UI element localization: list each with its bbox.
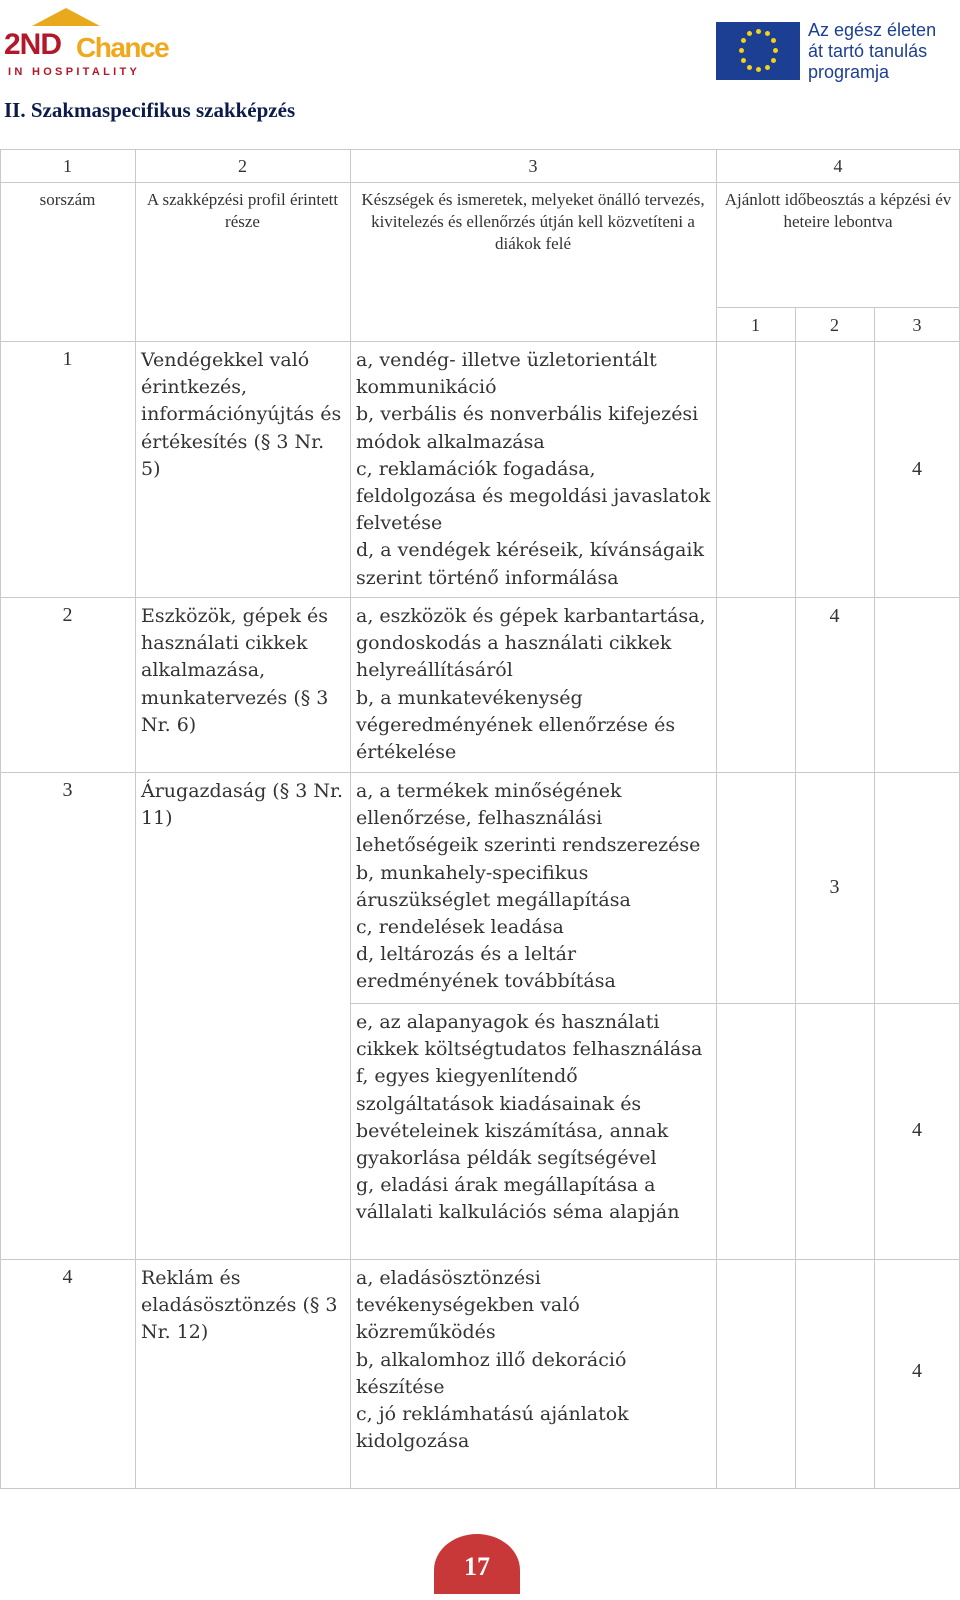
section-title: II. Szakmaspecifikus szakképzés — [4, 98, 296, 122]
row-number: 2 — [62, 604, 73, 626]
eu-text-line: át tartó tanulás — [808, 41, 928, 61]
week-subcol: 2 — [830, 315, 839, 335]
col-number: 2 — [238, 156, 247, 176]
row-skills — [356, 1009, 712, 1227]
skill-item: d, leltározás és a leltár eredményének továbbítása — [356, 943, 616, 993]
row-part: Vendégekkel való érintkezés, információnyújtás és értékesítés (§ 3 Nr. 5) — [141, 349, 342, 480]
skill-item: c, jó reklámhatású ajánlatok kidolgozása — [356, 1403, 629, 1453]
eu-program-text — [808, 20, 958, 83]
skill-item: c, rendelések leadása — [356, 916, 564, 939]
week-subcol: 1 — [751, 315, 760, 335]
skill-item: d, a vendégek kéréseik, kívánságaik szerint történő informálása — [356, 539, 704, 589]
row-skills — [356, 347, 712, 592]
row-skills — [356, 778, 712, 996]
col-number: 1 — [63, 156, 72, 176]
skill-item: g, eladási árak megállapítása a vállalati kalkulációs séma alapján — [356, 1174, 680, 1224]
skill-item: b, a munkatevékenység végeredményének ellenőrzése és értékelése — [356, 686, 676, 764]
week-value: 4 — [912, 1360, 922, 1382]
header-profile-part: A szakképzési profil érintett része — [146, 190, 339, 231]
header-skills: Készségek és ismeretek, melyeket önálló tervezés, kivitelezés és ellenőrzés útján kell közvetíteni a diákok felé — [361, 190, 705, 253]
row-skills — [356, 603, 712, 766]
skill-item: a, eladásösztönzési tevékenységekben való közreműködés — [356, 1267, 580, 1344]
eu-text-line: programja — [808, 62, 890, 82]
week-value: 4 — [829, 605, 840, 627]
skill-item: b, verbális és nonverbális kifejezési módok alkalmazása — [356, 403, 699, 453]
page-number: 17 — [434, 1534, 520, 1594]
row-part: Eszközök, gépek és használati cikkek alkalmazása, munkatervezés (§ 3 Nr. 6) — [141, 605, 329, 736]
row-number: 1 — [62, 348, 73, 370]
row-skills — [356, 1265, 712, 1455]
week-value: 4 — [912, 1119, 922, 1141]
logo-2nd: 2ND — [4, 28, 62, 61]
row-number: 3 — [62, 779, 73, 801]
skill-item: b, alkalomhoz illő dekoráció készítése — [356, 1348, 627, 1398]
logo-chance: Chance — [76, 32, 169, 63]
eu-lifelong-learning-logo — [716, 16, 956, 86]
week-value: 4 — [912, 458, 922, 480]
skill-item: b, munkahely-specifikus áruszükséglet megállapítása — [356, 861, 631, 911]
skill-item: a, vendég- illetve üzletorientált kommunikáció — [356, 349, 657, 399]
skill-item: e, az alapanyagok és használati cikkek költségtudatos felhasználása — [356, 1011, 703, 1061]
roof-icon — [32, 8, 100, 26]
header-schedule: Ajánlott időbeosztás a képzési év heteire lebontva — [724, 190, 952, 231]
week-value: 3 — [829, 876, 840, 898]
header-sorszam: sorszám — [39, 190, 96, 209]
week-subcol: 3 — [912, 315, 922, 335]
skill-item: f, egyes kiegyenlítendő szolgáltatások kiadásainak és bevételeinek kiszámítása, annak gyakorlása példák segítségével — [356, 1065, 669, 1170]
col-number: 4 — [833, 156, 843, 176]
row-number: 4 — [62, 1266, 73, 1288]
2ndchance-logo — [4, 8, 169, 80]
eu-text-line: Az egész életen — [808, 20, 937, 40]
skill-item: c, reklamációk fogadása, feldolgozása és megoldási javaslatok felvetése — [356, 457, 711, 535]
col-number: 3 — [528, 156, 538, 176]
skill-item: a, a termékek minőségének ellenőrzése, felhasználási lehetőségeik szerinti rendszerezése — [356, 780, 701, 857]
eu-flag-icon — [716, 22, 800, 80]
row-part: Reklám és eladásösztönzés (§ 3 Nr. 12) — [141, 1267, 338, 1344]
row-part: Árugazdaság (§ 3 Nr. 11) — [141, 780, 344, 830]
logo-subtitle: IN HOSPITALITY — [8, 66, 141, 78]
skill-item: a, eszközök és gépek karbantartása, gondoskodás a használati cikkek helyreállításáról — [356, 605, 706, 682]
